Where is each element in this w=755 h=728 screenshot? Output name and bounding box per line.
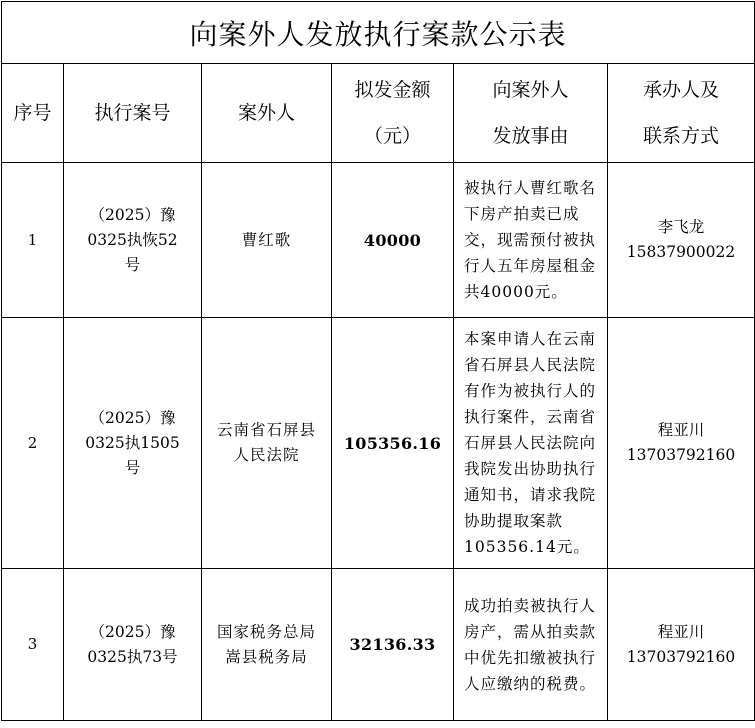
header-reason <box>454 64 608 163</box>
cell-phone: 13703792160 <box>626 446 736 464</box>
cell-amount: 32136.33 <box>332 569 454 721</box>
cell-phone: 15837900022 <box>626 243 736 261</box>
table-row <box>2 318 755 569</box>
cell-handler: 李飞龙 <box>657 218 705 236</box>
cell-party: 国家税务总局嵩县税务局 <box>202 569 332 721</box>
cell-seq: 3 <box>2 569 64 721</box>
header-party: 案外人 <box>202 64 332 163</box>
cell-contact <box>608 318 755 569</box>
header-case-no: 执行案号 <box>64 64 202 163</box>
cell-handler: 程亚川 <box>657 622 705 641</box>
header-contact <box>608 64 755 163</box>
cell-case-no: （2025）豫0325执1505号 <box>64 318 202 569</box>
header-contact-line1: 承办人及 <box>643 79 720 101</box>
cell-reason: 成功拍卖被执行人房产，需从拍卖款中优先扣缴被执行人应缴纳的税费。 <box>454 569 608 721</box>
table-row <box>2 569 755 721</box>
header-amount-line2: （元） <box>363 125 421 147</box>
cell-seq: 1 <box>2 163 64 318</box>
cell-case-no: （2025）豫0325执73号 <box>64 569 202 721</box>
cell-seq: 2 <box>2 318 64 569</box>
cell-contact <box>608 163 755 318</box>
cell-phone: 13703792160 <box>626 647 736 666</box>
cell-handler: 程亚川 <box>657 421 705 439</box>
cell-contact <box>608 569 755 721</box>
header-amount-line1: 拟发金额 <box>354 79 431 101</box>
cell-reason: 本案申请人在云南省石屏县人民法院有作为被执行人的执行案件，云南省石屏县人民法院向我院发出协助执行通知书，请求我院协助提取案款105356.14元。 <box>454 318 608 569</box>
cell-case-no: （2025）豫0325执恢52号 <box>64 163 202 318</box>
table-title: 向案外人发放执行案款公示表 <box>2 2 755 64</box>
header-reason-line2: 发放事由 <box>492 125 569 147</box>
cell-reason: 被执行人曹红歌名下房产拍卖已成交，现需预付被执行人五年房屋租金共40000元。 <box>454 163 608 318</box>
header-amount <box>332 64 454 163</box>
cell-party: 云南省石屏县人民法院 <box>202 318 332 569</box>
header-row <box>2 64 755 163</box>
notice-table <box>1 1 755 721</box>
table-row <box>2 163 755 318</box>
header-seq: 序号 <box>2 64 64 163</box>
header-contact-line2: 联系方式 <box>643 125 720 147</box>
cell-party: 曹红歌 <box>202 163 332 318</box>
cell-amount: 40000 <box>332 163 454 318</box>
cell-amount: 105356.16 <box>332 318 454 569</box>
header-reason-line1: 向案外人 <box>492 79 569 101</box>
